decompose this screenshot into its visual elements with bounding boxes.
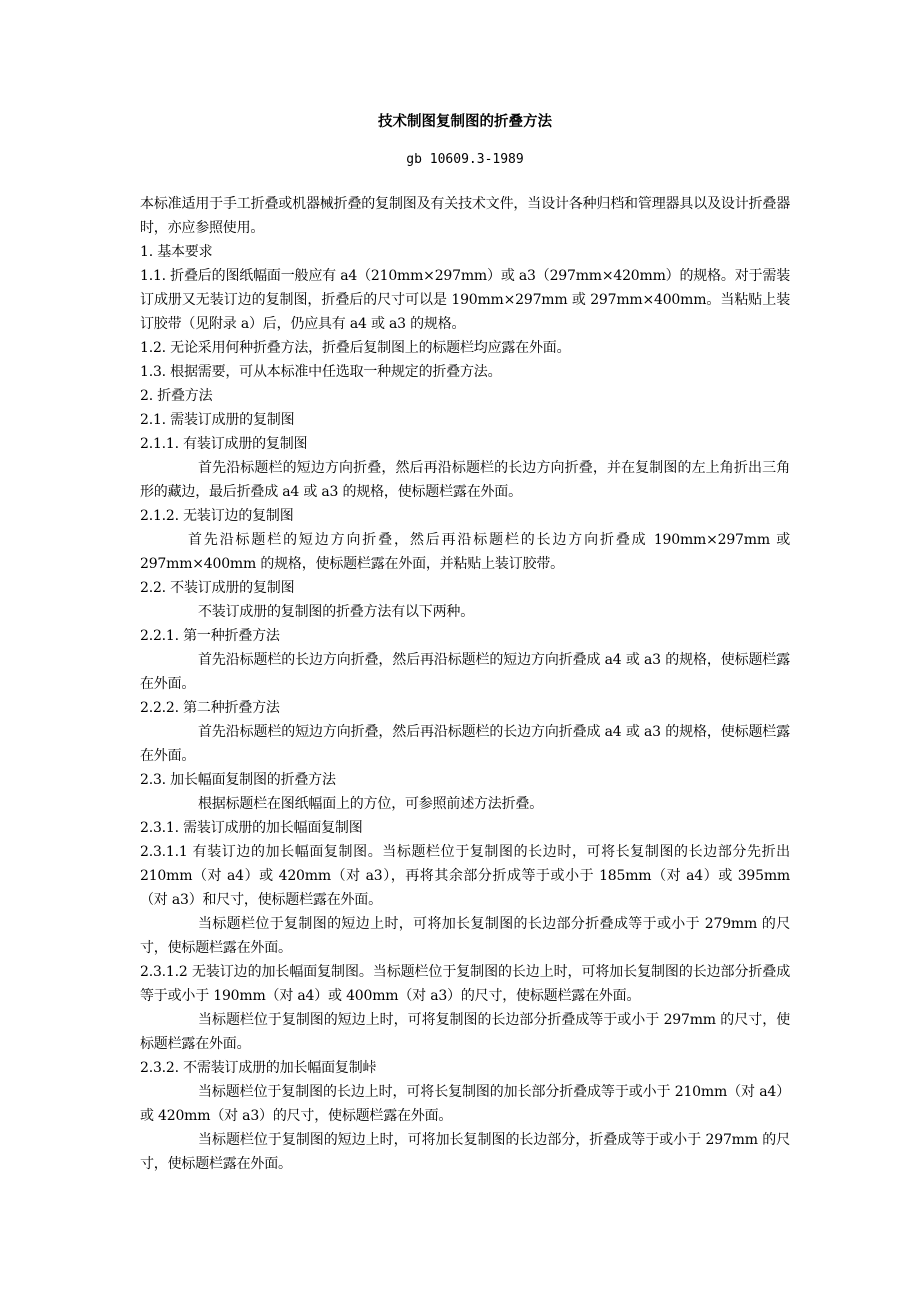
paragraph: 1.3. 根据需要，可从本标准中任选取一种规定的折叠方法。 — [140, 364, 502, 380]
paragraph: 2.3.1.1 有装订边的加长幅面复制图。当标题栏位于复制图的长边时，可将长复制图的长边部分先折出 210mm（对 a4）或 420mm（对 a3），再将其余部分折成等于或小于 185mm（对 a4）或 395mm（对 a3）和尺寸，使标题栏露在外面。 — [140, 844, 790, 908]
document-page — [140, 108, 790, 1176]
document-body — [140, 192, 790, 1176]
document-title: 技术制图复制图的折叠方法 — [378, 113, 552, 130]
paragraph: 2.3.1. 需装订成册的加长幅面复制图 — [140, 820, 363, 836]
standard-number: gb 10609.3-1989 — [406, 152, 524, 167]
paragraph: 首先沿标题栏的长边方向折叠，然后再沿标题栏的短边方向折叠成 a4 或 a3 的规格，使标题栏露在外面。 — [140, 652, 790, 692]
paragraph: 2.1.2. 无装订边的复制图 — [140, 508, 294, 524]
paragraph: 2.3.1.2 无装订边的加长幅面复制图。当标题栏位于复制图的长边上时，可将加长复制图的长边部分折叠成等于或小于 190mm（对 a4）或 400mm（对 a3）的尺寸，使标题栏露在外面。 — [140, 964, 790, 1004]
paragraph: 1.2. 无论采用何种折叠方法，折叠后复制图上的标题栏均应露在外面。 — [140, 340, 571, 356]
paragraph: 2. 折叠方法 — [140, 388, 213, 404]
paragraph: 首先沿标题栏的短边方向折叠，然后再沿标题栏的长边方向折叠，并在复制图的左上角折出三角形的藏边，最后折叠成 a4 或 a3 的规格，使标题栏露在外面。 — [140, 460, 790, 500]
paragraph: 当标题栏位于复制图的短边上时，可将复制图的长边部分折叠成等于或小于 297mm 的尺寸，使标题栏露在外面。 — [140, 1012, 790, 1052]
paragraph: 2.3.2. 不需装订成册的加长幅面复制峠 — [140, 1060, 377, 1076]
paragraph: 1.1. 折叠后的图纸幅面一般应有 a4（210mm×297mm）或 a3（297mm×420mm）的规格。对于需装订成册又无装订边的复制图，折叠后的尺寸可以是 190mm×297mm 或 297mm×400mm。当粘贴上装订胶带（见附录 a）后，仍应具有 a4 或 a3 的规格。 — [140, 268, 790, 332]
paragraph: 首先沿标题栏的短边方向折叠，然后再沿标题栏的长边方向折叠成 a4 或 a3 的规格，使标题栏露在外面。 — [140, 724, 790, 764]
paragraph: 2.1.1. 有装订成册的复制图 — [140, 436, 308, 452]
paragraph: 根据标题栏在图纸幅面上的方位，可参照前述方法折叠。 — [198, 796, 543, 812]
paragraph: 首先沿标题栏的短边方向折叠，然后再沿标题栏的长边方向折叠成 190mm×297mm 或 297mm×400mm 的规格，使标题栏露在外面，并粘贴上装订胶带。 — [140, 532, 790, 572]
paragraph: 2.2.2. 第二种折叠方法 — [140, 700, 280, 716]
paragraph: 2.1. 需装订成册的复制图 — [140, 412, 295, 428]
paragraph: 不装订成册的复制图的折叠方法有以下两种。 — [198, 604, 474, 620]
paragraph: 2.2. 不装订成册的复制图 — [140, 580, 295, 596]
paragraph: 1. 基本要求 — [140, 244, 213, 260]
paragraph: 本标准适用于手工折叠或机器械折叠的复制图及有关技术文件，当设计各种归档和管理器具以及设计折叠器时，亦应参照使用。 — [140, 196, 790, 236]
paragraph: 2.3. 加长幅面复制图的折叠方法 — [140, 772, 336, 788]
paragraph: 2.2.1. 第一种折叠方法 — [140, 628, 280, 644]
paragraph: 当标题栏位于复制图的短边上时，可将加长复制图的长边部分折叠成等于或小于 279mm 的尺寸，使标题栏露在外面。 — [140, 916, 790, 956]
paragraph: 当标题栏位于复制图的短边上时，可将加长复制图的长边部分，折叠成等于或小于 297mm 的尺寸，使标题栏露在外面。 — [140, 1132, 790, 1172]
paragraph: 当标题栏位于复制图的长边上时，可将长复制图的加长部分折叠成等于或小于 210mm（对 a4）或 420mm（对 a3）的尺寸，使标题栏露在外面。 — [140, 1084, 790, 1124]
